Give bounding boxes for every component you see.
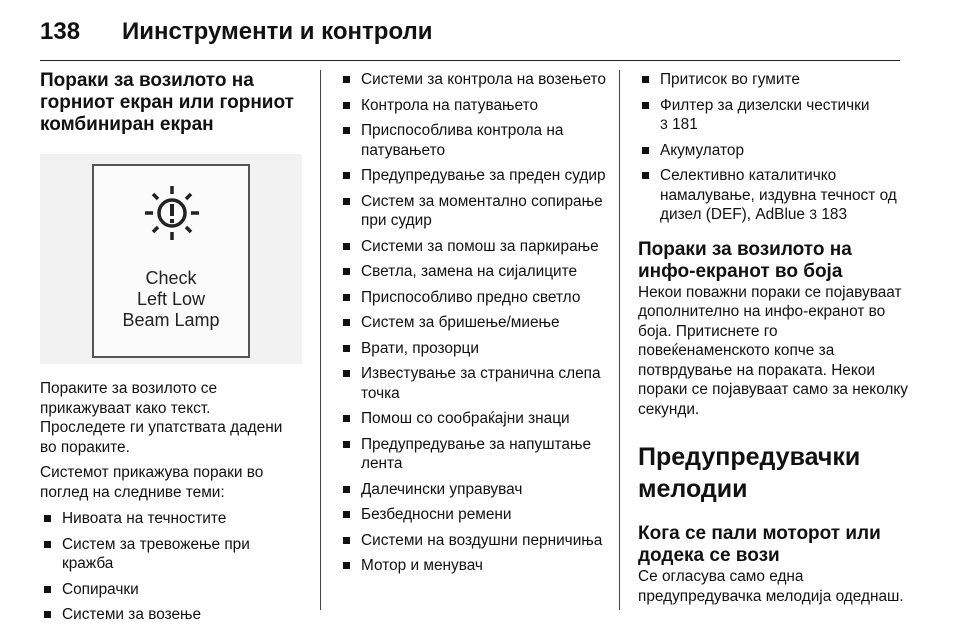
topic-list: [339, 70, 609, 576]
page-reference-icon: 3: [809, 206, 818, 222]
header-divider: [40, 60, 900, 61]
list-item-text: Предупредување за преден судир: [361, 167, 606, 184]
list-item-text: Далечински управувач: [361, 480, 523, 498]
paragraph: Некои поважни пораки се појавуваат дополнително на инфо-екранот во боја. Притиснете го повеќенаменското копче за потврдување на пораката. Некои пораки се појавуваат само за неколку секунди.: [638, 283, 908, 418]
list-item: [339, 70, 609, 90]
list-item: [339, 364, 609, 403]
section-heading: Пораки за возилото на инфо-екранот во боја: [638, 238, 852, 282]
list-item-text: Безбедносни ремени: [361, 506, 512, 523]
list-item: [339, 166, 609, 186]
list-item-text: Контрола на патувањето: [361, 96, 539, 114]
list-item-text: Светла, замена на сијалиците: [361, 263, 578, 280]
low-beam-warning-icon: [141, 184, 203, 246]
list-item: [339, 237, 609, 257]
list-item-text: Притисок во гумите: [660, 71, 800, 88]
list-item: [638, 70, 910, 90]
list-item: [339, 339, 609, 359]
column-3: [638, 70, 910, 606]
list-item-text: Врати, прозорци: [361, 339, 479, 357]
list-item-text: Приспособлива контрола на патувањето: [361, 122, 564, 159]
list-item-text: Мотор и менувач: [361, 557, 483, 574]
chapter-heading: Предупредувачки мелодии: [638, 443, 861, 503]
list-item-text: Систем за тревожење при кражба: [62, 535, 250, 572]
column-divider: [619, 70, 620, 610]
list-item-text: Систем за моментално сопирање при судир: [361, 192, 603, 229]
list-item-text: Системи на воздушни перничиња: [361, 531, 603, 549]
list-item-text: Системи за возење: [62, 606, 202, 623]
list-item: [339, 121, 609, 160]
section-heading: Пораки за возилото на горниот екран или горниот комбиниран екран: [40, 70, 294, 135]
column-divider: [320, 70, 321, 610]
list-item-text: Систем за бришење/миење: [361, 314, 560, 331]
list-item-text: Акумулатор: [660, 141, 745, 159]
list-item: [638, 141, 910, 161]
list-item: [339, 288, 609, 308]
page-reference[interactable]: 181: [672, 116, 698, 133]
display-line: Left Low: [136, 289, 206, 309]
list-item: [40, 535, 302, 574]
list-item-text: Известување за странична слепа точка: [361, 365, 601, 402]
column-2: [339, 70, 609, 582]
page-reference-icon: 3: [660, 116, 668, 132]
list-item-text: Системи за помош за паркирање: [361, 237, 599, 255]
warning-figure: [40, 154, 302, 364]
paragraph: Пораките за возилото се прикажуваат како текст.: [40, 380, 218, 417]
page-number: 138: [40, 18, 81, 45]
display-panel: [92, 164, 250, 358]
list-item: [638, 96, 910, 135]
list-item-text: Сопирачки: [62, 580, 139, 598]
list-item: [339, 480, 609, 500]
display-message: [94, 268, 248, 331]
paragraph: Системот прикажува пораки во поглед на следниве теми:: [40, 464, 264, 501]
list-item: [40, 580, 302, 600]
list-item: [339, 192, 609, 231]
paragraph: Проследете ги упатствата дадени во пораките.: [40, 419, 283, 456]
list-item: [339, 313, 609, 333]
column-1: [40, 70, 302, 631]
list-item: [339, 505, 609, 525]
list-item-text: Филтер за дизелски честички: [660, 96, 870, 114]
section-heading: Кога се пали моторот или додека се вози: [638, 523, 881, 566]
list-item-text: Нивоата на течностите: [62, 510, 227, 527]
list-item: [339, 409, 609, 429]
list-item: [339, 556, 609, 576]
display-line: Beam Lamp: [122, 310, 220, 330]
list-item-text: Селективно каталитичко намалување, издувна течност од дизел (DEF), AdBlue: [660, 167, 897, 223]
list-item: [339, 435, 609, 474]
list-item-text: Помош со сообраќајни знаци: [361, 410, 570, 427]
list-item: [339, 96, 609, 116]
list-item-text: Приспособливо предно светло: [361, 288, 581, 306]
list-item-text: Системи за контрола на возењето: [361, 71, 606, 88]
list-item: [339, 262, 609, 282]
topic-list: [40, 509, 302, 625]
list-item: [40, 605, 302, 625]
display-line: Check: [145, 268, 197, 288]
list-item: [638, 166, 910, 225]
page-title: Иинструменти и контроли: [122, 18, 433, 45]
list-item-text: Предупредување за напуштање лента: [361, 435, 592, 472]
paragraph: Се огласува само една предупредувачка мелодија одеднаш.: [638, 568, 904, 605]
list-item: [339, 531, 609, 551]
list-item: [40, 509, 302, 529]
page-reference[interactable]: 183: [821, 206, 848, 223]
topic-list: [638, 70, 910, 225]
